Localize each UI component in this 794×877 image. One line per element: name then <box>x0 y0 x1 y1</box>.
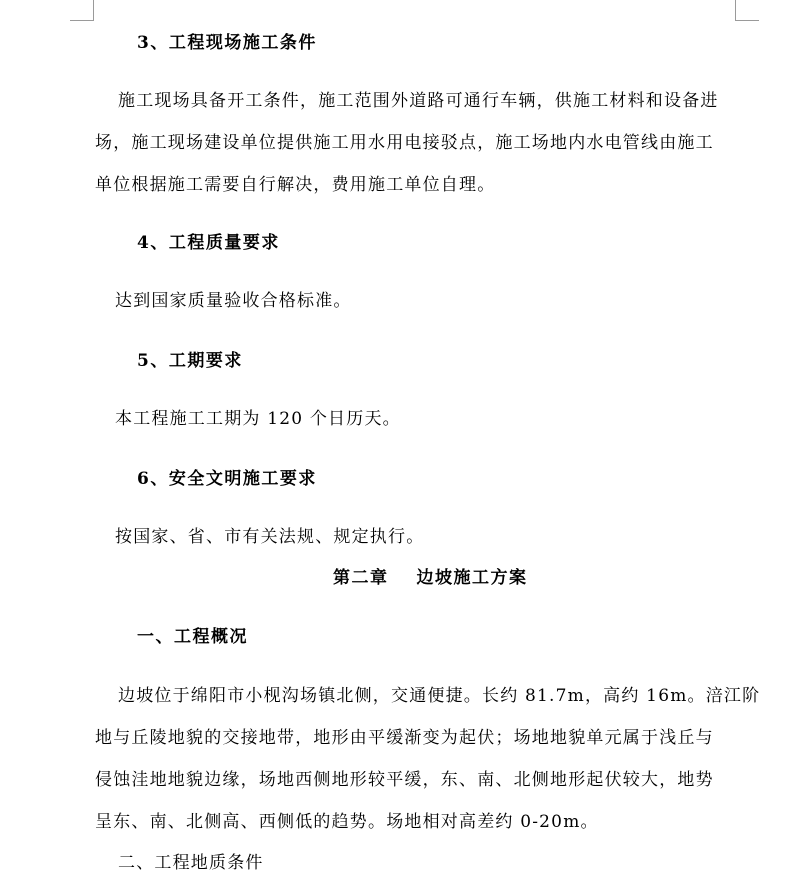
section-6-heading: 6、安全文明施工要求 <box>137 469 317 489</box>
section-3-paragraph-line-1: 施工现场具备开工条件，施工范围外道路可通行车辆，供施工材料和设备进 <box>118 91 719 111</box>
overview-paragraph-line-3: 侵蚀洼地地貌边缘，场地西侧地形较平缓，东、南、北侧地形起伏较大，地势 <box>95 770 714 790</box>
section-4-paragraph: 达到国家质量验收合格标准。 <box>115 291 352 311</box>
section-4-heading: 4、工程质量要求 <box>137 233 280 253</box>
overview-paragraph-line-4: 呈东、南、北侧高、西侧低的趋势。场地相对高差约 0-20m。 <box>95 812 599 832</box>
section-6-paragraph: 按国家、省、市有关法规、规定执行。 <box>115 527 425 547</box>
top-left-margin-mark-horizontal <box>70 20 94 21</box>
section-3-paragraph-line-3: 单位根据施工需要自行解决，费用施工单位自理。 <box>95 175 496 195</box>
section-3-heading: 3、工程现场施工条件 <box>137 33 317 53</box>
overview-heading: 一、工程概况 <box>137 627 248 647</box>
top-right-margin-mark-horizontal <box>735 20 759 21</box>
chapter-name: 边坡施工方案 <box>416 568 528 588</box>
chapter-number: 第二章 <box>333 568 389 588</box>
overview-paragraph-line-2: 地与丘陵地貌的交接地带，地形由平缓渐变为起伏；场地地貌单元属于浅丘与 <box>95 728 714 748</box>
chapter-title <box>333 567 528 589</box>
section-5-heading: 5、工期要求 <box>137 351 243 371</box>
geology-heading: 二、工程地质条件 <box>118 853 264 873</box>
top-right-margin-mark-vertical <box>735 0 736 20</box>
section-5-paragraph: 本工程施工工期为 120 个日历天。 <box>115 409 401 429</box>
top-left-margin-mark-vertical <box>93 0 94 20</box>
overview-paragraph-line-1: 边坡位于绵阳市小枧沟场镇北侧，交通便捷。长约 81.7m，高约 16m。涪江阶 <box>118 686 761 706</box>
section-3-paragraph-line-2: 场，施工现场建设单位提供施工用水用电接驳点，施工场地内水电管线由施工 <box>95 133 714 153</box>
